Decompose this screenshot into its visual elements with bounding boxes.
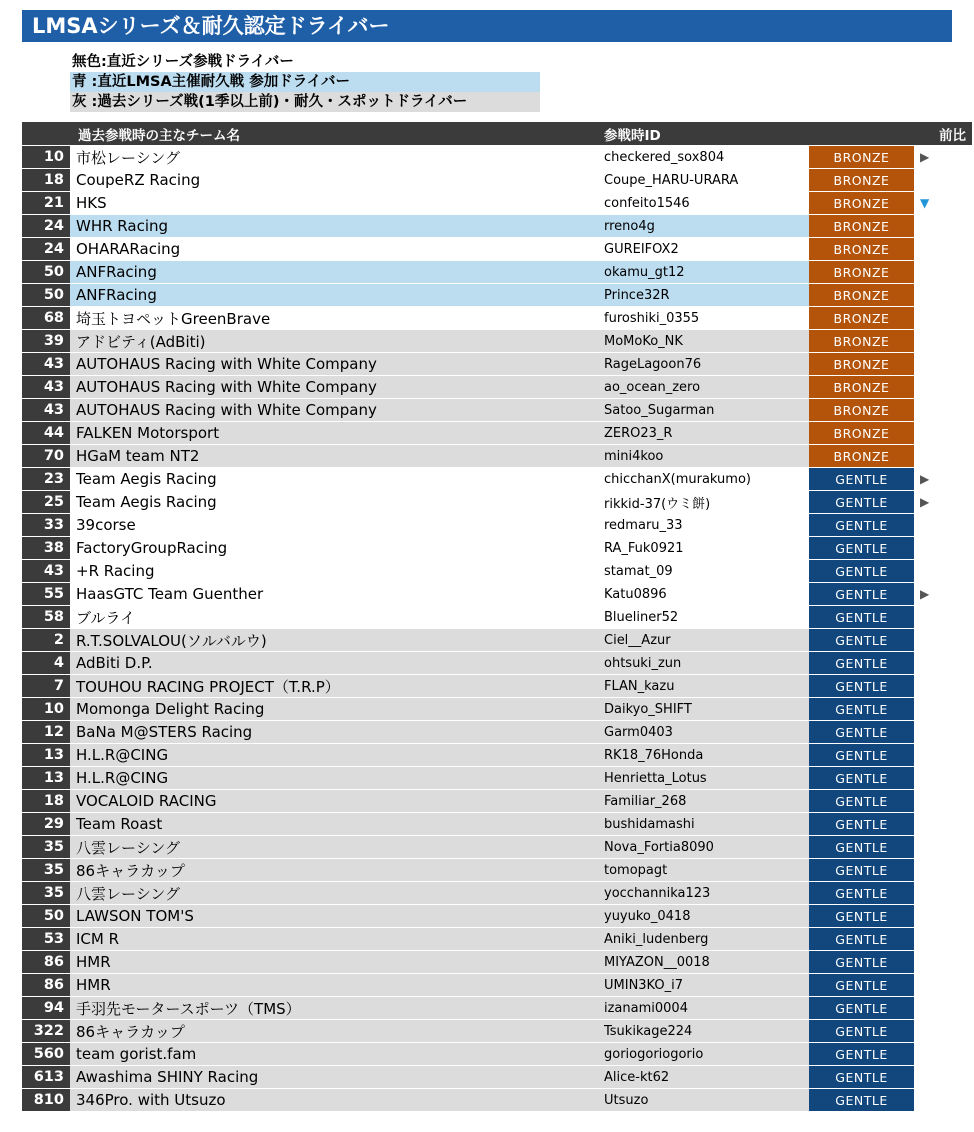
cell-trend-empty	[914, 169, 972, 192]
cell-team-name: 埼玉トヨペットGreenBrave	[70, 307, 598, 330]
cell-car-number: 68	[22, 307, 70, 330]
cell-class-badge: GENTLE	[809, 468, 914, 491]
cell-participant-id: Coupe_HARU-URARA	[598, 169, 809, 192]
table-row[interactable]	[22, 514, 972, 537]
cell-team-name: FactoryGroupRacing	[70, 537, 598, 560]
cell-car-number: 50	[22, 261, 70, 284]
cell-trend-empty	[914, 514, 972, 537]
cell-team-name: Team Aegis Racing	[70, 491, 598, 514]
cell-trend-empty	[914, 1043, 972, 1066]
cell-class-badge: GENTLE	[809, 1066, 914, 1089]
cell-participant-id: rikkid-37(ウミ餅)	[598, 491, 809, 514]
cell-car-number: 70	[22, 445, 70, 468]
cell-team-name: AUTOHAUS Racing with White Company	[70, 399, 598, 422]
table-row[interactable]	[22, 353, 972, 376]
cell-car-number: 24	[22, 238, 70, 261]
cell-car-number: 39	[22, 330, 70, 353]
cell-participant-id: RageLagoon76	[598, 353, 809, 376]
table-row[interactable]	[22, 951, 972, 974]
cell-class-badge: GENTLE	[809, 560, 914, 583]
cell-team-name: ANFRacing	[70, 284, 598, 307]
cell-team-name: ANFRacing	[70, 261, 598, 284]
cell-car-number: 43	[22, 353, 70, 376]
cell-class-badge: GENTLE	[809, 836, 914, 859]
cell-participant-id: stamat_09	[598, 560, 809, 583]
cell-team-name: AUTOHAUS Racing with White Company	[70, 376, 598, 399]
cell-trend-empty	[914, 974, 972, 997]
cell-trend-empty	[914, 284, 972, 307]
cell-team-name: Awashima SHINY Racing	[70, 1066, 598, 1089]
table-row[interactable]	[22, 445, 972, 468]
cell-trend-empty	[914, 238, 972, 261]
cell-participant-id: tomopagt	[598, 859, 809, 882]
cell-car-number: 58	[22, 606, 70, 629]
cell-class-badge: GENTLE	[809, 767, 914, 790]
table-row[interactable]	[22, 813, 972, 836]
cell-team-name: HMR	[70, 951, 598, 974]
legend-item-white: 無色:直近シリーズ参戦ドライバー	[72, 54, 294, 70]
cell-car-number: 35	[22, 882, 70, 905]
table-row[interactable]	[22, 629, 972, 652]
table-row[interactable]	[22, 882, 972, 905]
table-row[interactable]	[22, 652, 972, 675]
table-row[interactable]	[22, 422, 972, 445]
table-body	[22, 146, 972, 1112]
cell-team-name: Team Aegis Racing	[70, 468, 598, 491]
table-row[interactable]	[22, 767, 972, 790]
cell-class-badge: BRONZE	[809, 169, 914, 192]
cell-participant-id: GUREIFOX2	[598, 238, 809, 261]
table-row[interactable]	[22, 399, 972, 422]
cell-car-number: 24	[22, 215, 70, 238]
cell-team-name: H.L.R@CING	[70, 767, 598, 790]
cell-team-name: HaasGTC Team Guenther	[70, 583, 598, 606]
legend	[70, 52, 540, 112]
table-row[interactable]	[22, 606, 972, 629]
cell-trend-empty	[914, 307, 972, 330]
cell-class-badge: GENTLE	[809, 928, 914, 951]
cell-team-name: 市松レーシング	[70, 146, 598, 169]
cell-participant-id: ZERO23_R	[598, 422, 809, 445]
cell-trend-arrow-icon	[914, 491, 972, 514]
cell-class-badge: BRONZE	[809, 215, 914, 238]
table-row[interactable]	[22, 307, 972, 330]
cell-team-name: VOCALOID RACING	[70, 790, 598, 813]
cell-class-badge: GENTLE	[809, 652, 914, 675]
cell-team-name: team gorist.fam	[70, 1043, 598, 1066]
cell-team-name: +R Racing	[70, 560, 598, 583]
cell-trend-empty	[914, 629, 972, 652]
cell-car-number: 33	[22, 514, 70, 537]
cell-team-name: 346Pro. with Utsuzo	[70, 1089, 598, 1112]
cell-class-badge: BRONZE	[809, 399, 914, 422]
legend-item-gray: 灰 :過去シリーズ戦(1季以上前)・耐久・スポットドライバー	[70, 92, 540, 112]
legend-item-blue: 青 :直近LMSA主催耐久戦 参加ドライバー	[70, 72, 540, 92]
cell-car-number: 10	[22, 698, 70, 721]
cell-trend-empty	[914, 330, 972, 353]
cell-class-badge: BRONZE	[809, 238, 914, 261]
table-row[interactable]	[22, 376, 972, 399]
cell-trend-empty	[914, 675, 972, 698]
cell-trend-empty	[914, 1066, 972, 1089]
cell-class-badge: BRONZE	[809, 192, 914, 215]
cell-car-number: 13	[22, 767, 70, 790]
cell-team-name: H.L.R@CING	[70, 744, 598, 767]
cell-car-number: 50	[22, 284, 70, 307]
cell-trend-empty	[914, 1020, 972, 1043]
cell-car-number: 35	[22, 836, 70, 859]
cell-participant-id: checkered_sox804	[598, 146, 809, 169]
cell-trend-empty	[914, 790, 972, 813]
cell-trend-empty	[914, 353, 972, 376]
cell-class-badge: GENTLE	[809, 675, 914, 698]
cell-team-name: FALKEN Motorsport	[70, 422, 598, 445]
cell-trend-empty	[914, 215, 972, 238]
cell-team-name: Momonga Delight Racing	[70, 698, 598, 721]
cell-participant-id: ohtsuki_zun	[598, 652, 809, 675]
cell-class-badge: GENTLE	[809, 698, 914, 721]
cell-class-badge: GENTLE	[809, 629, 914, 652]
cell-participant-id: redmaru_33	[598, 514, 809, 537]
table-row[interactable]	[22, 675, 972, 698]
cell-car-number: 29	[22, 813, 70, 836]
cell-team-name: TOUHOU RACING PROJECT（T.R.P）	[70, 675, 598, 698]
cell-team-name: 39corse	[70, 514, 598, 537]
cell-participant-id: mini4koo	[598, 445, 809, 468]
cell-team-name: LAWSON TOM'S	[70, 905, 598, 928]
cell-class-badge: GENTLE	[809, 974, 914, 997]
cell-car-number: 21	[22, 192, 70, 215]
cell-participant-id: Prince32R	[598, 284, 809, 307]
cell-class-badge: GENTLE	[809, 951, 914, 974]
cell-trend-empty	[914, 376, 972, 399]
cell-participant-id: RK18_76Honda	[598, 744, 809, 767]
cell-participant-id: Satoo_Sugarman	[598, 399, 809, 422]
cell-trend-empty	[914, 261, 972, 284]
cell-class-badge: GENTLE	[809, 790, 914, 813]
cell-participant-id: Ciel__Azur	[598, 629, 809, 652]
cell-team-name: OHARARacing	[70, 238, 598, 261]
cell-participant-id: goriogoriogorio	[598, 1043, 809, 1066]
cell-trend-arrow-icon	[914, 468, 972, 491]
cell-trend-empty	[914, 399, 972, 422]
cell-trend-empty	[914, 813, 972, 836]
trend-up-icon: ▶	[920, 472, 930, 486]
cell-participant-id: Daikyo_SHIFT	[598, 698, 809, 721]
cell-class-badge: GENTLE	[809, 859, 914, 882]
cell-team-name: HGaM team NT2	[70, 445, 598, 468]
trend-down-icon: ▼	[920, 196, 930, 210]
cell-class-badge: GENTLE	[809, 744, 914, 767]
cell-car-number: 86	[22, 951, 70, 974]
cell-car-number: 18	[22, 790, 70, 813]
cell-participant-id: rreno4g	[598, 215, 809, 238]
cell-trend-empty	[914, 698, 972, 721]
table-row[interactable]	[22, 905, 972, 928]
cell-car-number: 53	[22, 928, 70, 951]
cell-class-badge: GENTLE	[809, 813, 914, 836]
table-row[interactable]	[22, 974, 972, 997]
cell-participant-id: Aniki_ludenberg	[598, 928, 809, 951]
cell-participant-id: FLAN_kazu	[598, 675, 809, 698]
cell-trend-empty	[914, 537, 972, 560]
cell-class-badge: BRONZE	[809, 307, 914, 330]
cell-team-name: CoupeRZ Racing	[70, 169, 598, 192]
cell-trend-empty	[914, 606, 972, 629]
cell-participant-id: MIYAZON__0018	[598, 951, 809, 974]
table-row[interactable]	[22, 560, 972, 583]
cell-team-name: 手羽先モータースポーツ（TMS）	[70, 997, 598, 1020]
cell-class-badge: BRONZE	[809, 146, 914, 169]
table-row[interactable]	[22, 928, 972, 951]
cell-trend-empty	[914, 905, 972, 928]
cell-trend-empty	[914, 859, 972, 882]
cell-car-number: 94	[22, 997, 70, 1020]
cell-participant-id: furoshiki_0355	[598, 307, 809, 330]
page-title: LMSAシリーズ＆耐久認定ドライバー	[22, 10, 952, 42]
cell-class-badge: BRONZE	[809, 445, 914, 468]
cell-class-badge: GENTLE	[809, 882, 914, 905]
table-row[interactable]	[22, 1066, 972, 1089]
cell-team-name: HKS	[70, 192, 598, 215]
cell-car-number: 50	[22, 905, 70, 928]
column-header-id: 参戦時ID	[598, 122, 809, 146]
cell-trend-arrow-icon	[914, 192, 972, 215]
cell-team-name: AUTOHAUS Racing with White Company	[70, 353, 598, 376]
cell-car-number: 7	[22, 675, 70, 698]
table-row[interactable]	[22, 146, 972, 169]
table-row[interactable]	[22, 744, 972, 767]
cell-car-number: 560	[22, 1043, 70, 1066]
cell-team-name: R.T.SOLVALOU(ソルバルウ)	[70, 629, 598, 652]
cell-class-badge: GENTLE	[809, 1020, 914, 1043]
cell-car-number: 13	[22, 744, 70, 767]
cell-trend-empty	[914, 767, 972, 790]
cell-participant-id: MoMoKo_NK	[598, 330, 809, 353]
table-row[interactable]	[22, 1020, 972, 1043]
cell-participant-id: chicchanX(murakumo)	[598, 468, 809, 491]
cell-team-name: ブルライ	[70, 606, 598, 629]
cell-car-number: 35	[22, 859, 70, 882]
cell-participant-id: Garm0403	[598, 721, 809, 744]
cell-trend-empty	[914, 836, 972, 859]
drivers-table	[22, 122, 972, 1112]
cell-class-badge: GENTLE	[809, 997, 914, 1020]
cell-participant-id: Henrietta_Lotus	[598, 767, 809, 790]
cell-participant-id: Utsuzo	[598, 1089, 809, 1112]
cell-trend-empty	[914, 997, 972, 1020]
table-header-row	[22, 122, 972, 146]
cell-class-badge: GENTLE	[809, 1089, 914, 1112]
table-row[interactable]	[22, 330, 972, 353]
cell-trend-empty	[914, 951, 972, 974]
table-row[interactable]	[22, 698, 972, 721]
cell-class-badge: GENTLE	[809, 583, 914, 606]
cell-participant-id: Alice-kt62	[598, 1066, 809, 1089]
cell-participant-id: RA_Fuk0921	[598, 537, 809, 560]
cell-team-name: Team Roast	[70, 813, 598, 836]
cell-participant-id: Tsukikage224	[598, 1020, 809, 1043]
cell-trend-empty	[914, 1089, 972, 1112]
cell-trend-empty	[914, 882, 972, 905]
cell-car-number: 43	[22, 376, 70, 399]
table-row[interactable]	[22, 1089, 972, 1112]
cell-class-badge: GENTLE	[809, 491, 914, 514]
cell-car-number: 810	[22, 1089, 70, 1112]
cell-team-name: ICM R	[70, 928, 598, 951]
table-row[interactable]	[22, 192, 972, 215]
cell-team-name: アドビティ(AdBiti)	[70, 330, 598, 353]
table-row[interactable]	[22, 238, 972, 261]
trend-up-icon: ▶	[920, 150, 930, 165]
cell-car-number: 23	[22, 468, 70, 491]
column-header-team: 過去参戦時の主なチーム名	[70, 122, 598, 146]
cell-car-number: 43	[22, 399, 70, 422]
cell-team-name: BaNa M@STERS Racing	[70, 721, 598, 744]
cell-participant-id: yuyuko_0418	[598, 905, 809, 928]
table-row[interactable]	[22, 537, 972, 560]
cell-class-badge: BRONZE	[809, 353, 914, 376]
table-row[interactable]	[22, 790, 972, 813]
cell-participant-id: Nova_Fortia8090	[598, 836, 809, 859]
cell-class-badge: BRONZE	[809, 284, 914, 307]
cell-trend-empty	[914, 928, 972, 951]
cell-team-name: 86キャラカップ	[70, 859, 598, 882]
cell-team-name: HMR	[70, 974, 598, 997]
cell-participant-id: UMIN3KO_i7	[598, 974, 809, 997]
cell-car-number: 18	[22, 169, 70, 192]
table-row[interactable]	[22, 261, 972, 284]
cell-car-number: 322	[22, 1020, 70, 1043]
table-row[interactable]	[22, 468, 972, 491]
cell-trend-empty	[914, 744, 972, 767]
cell-trend-empty	[914, 445, 972, 468]
cell-participant-id: ao_ocean_zero	[598, 376, 809, 399]
table-row[interactable]	[22, 491, 972, 514]
cell-participant-id: Familiar_268	[598, 790, 809, 813]
cell-trend-empty	[914, 721, 972, 744]
cell-participant-id: confeito1546	[598, 192, 809, 215]
table-row[interactable]	[22, 1043, 972, 1066]
cell-participant-id: okamu_gt12	[598, 261, 809, 284]
cell-team-name: 86キャラカップ	[70, 1020, 598, 1043]
cell-participant-id: izanami0004	[598, 997, 809, 1020]
cell-car-number: 10	[22, 146, 70, 169]
column-header-prev: 前比	[914, 122, 972, 146]
cell-team-name: 八雲レーシング	[70, 882, 598, 905]
cell-class-badge: BRONZE	[809, 330, 914, 353]
cell-car-number: 613	[22, 1066, 70, 1089]
cell-car-number: 55	[22, 583, 70, 606]
cell-car-number: 38	[22, 537, 70, 560]
table-row[interactable]	[22, 721, 972, 744]
cell-participant-id: yocchannika123	[598, 882, 809, 905]
table-row[interactable]	[22, 215, 972, 238]
cell-class-badge: GENTLE	[809, 537, 914, 560]
cell-class-badge: GENTLE	[809, 721, 914, 744]
table-row[interactable]	[22, 836, 972, 859]
cell-class-badge: BRONZE	[809, 376, 914, 399]
cell-trend-empty	[914, 560, 972, 583]
cell-car-number: 2	[22, 629, 70, 652]
cell-car-number: 86	[22, 974, 70, 997]
cell-car-number: 4	[22, 652, 70, 675]
cell-trend-empty	[914, 422, 972, 445]
cell-participant-id: bushidamashi	[598, 813, 809, 836]
cell-class-badge: GENTLE	[809, 905, 914, 928]
cell-class-badge: GENTLE	[809, 606, 914, 629]
cell-class-badge: GENTLE	[809, 1043, 914, 1066]
column-header-class	[809, 122, 914, 146]
table-row[interactable]	[22, 284, 972, 307]
cell-team-name: AdBiti D.P.	[70, 652, 598, 675]
trend-up-icon: ▶	[920, 587, 930, 601]
cell-team-name: 八雲レーシング	[70, 836, 598, 859]
cell-team-name: WHR Racing	[70, 215, 598, 238]
cell-class-badge: BRONZE	[809, 261, 914, 284]
trend-up-icon: ▶	[920, 495, 930, 509]
table-row[interactable]	[22, 859, 972, 882]
table-row[interactable]	[22, 997, 972, 1020]
cell-trend-arrow-icon	[914, 583, 972, 606]
table-row[interactable]	[22, 169, 972, 192]
cell-car-number: 43	[22, 560, 70, 583]
cell-participant-id: Blueliner52	[598, 606, 809, 629]
cell-car-number: 25	[22, 491, 70, 514]
cell-car-number: 12	[22, 721, 70, 744]
column-header-number	[22, 122, 70, 146]
cell-class-badge: BRONZE	[809, 422, 914, 445]
cell-participant-id: Katu0896	[598, 583, 809, 606]
cell-trend-empty	[914, 652, 972, 675]
cell-class-badge: GENTLE	[809, 514, 914, 537]
table-row[interactable]	[22, 583, 972, 606]
cell-trend-arrow-icon	[914, 146, 972, 169]
cell-car-number: 44	[22, 422, 70, 445]
